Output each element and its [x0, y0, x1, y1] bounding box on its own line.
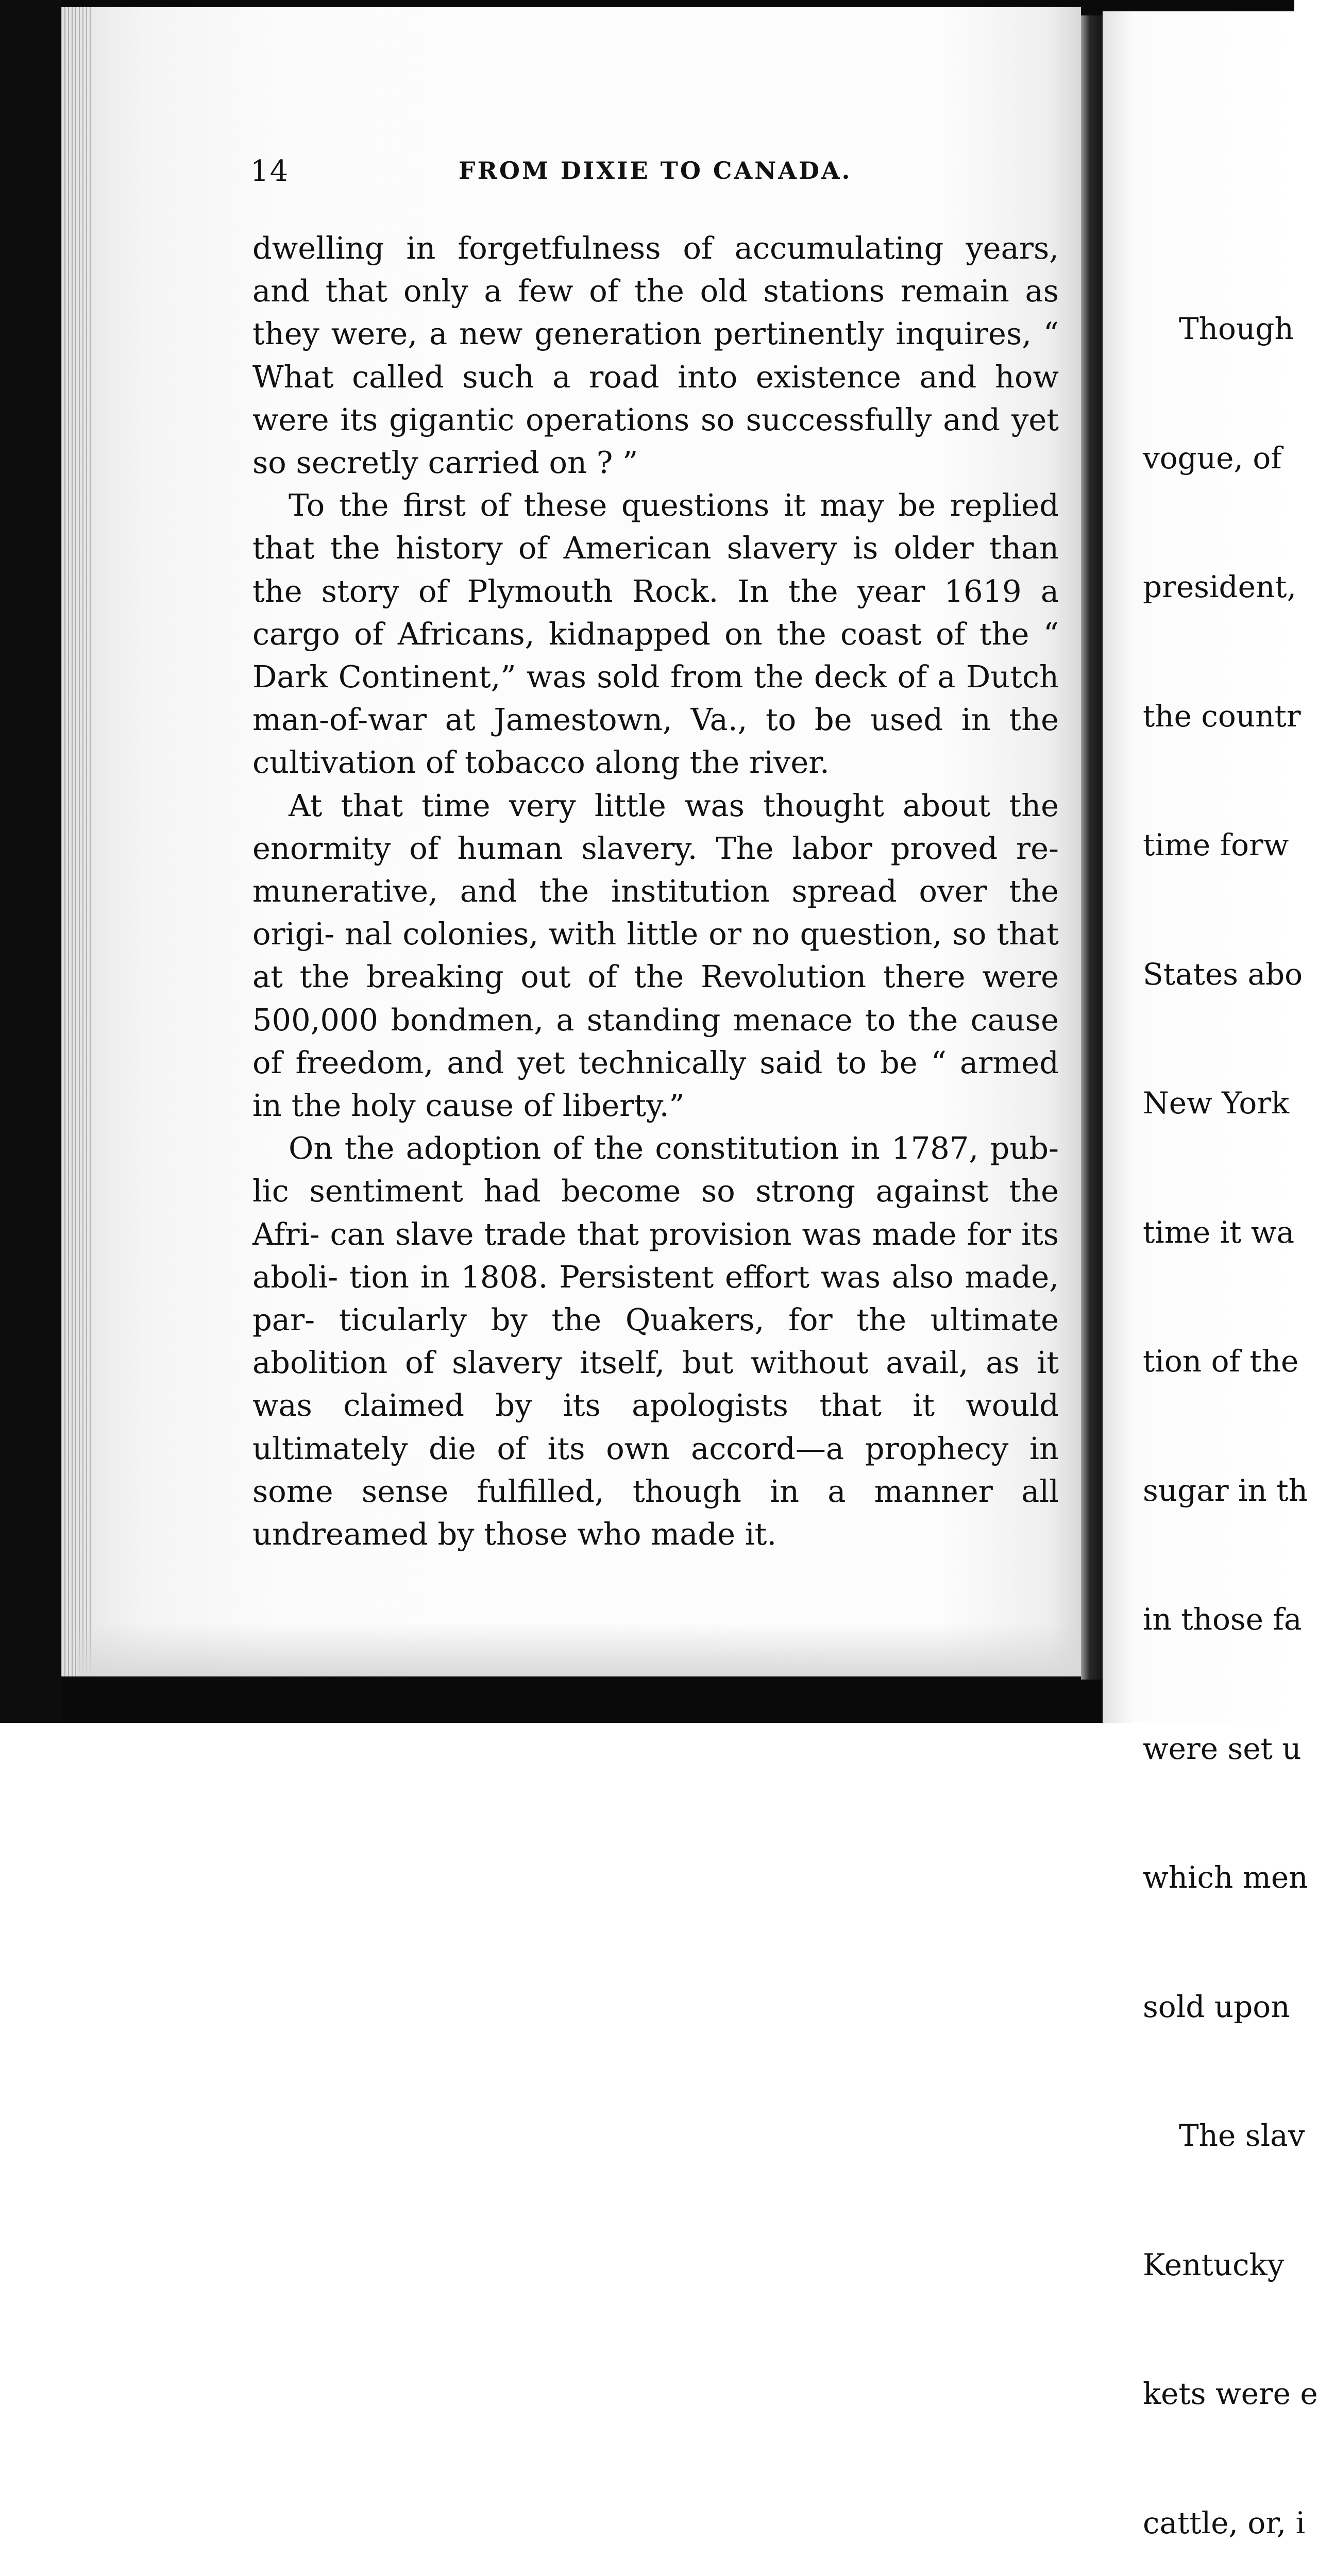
right-line: Though [1179, 311, 1294, 346]
page-number: 14 [250, 155, 290, 188]
right-line: The slav [1179, 2118, 1305, 2153]
right-line: in those fa [1143, 1602, 1302, 1637]
right-line: tion of the [1143, 1344, 1299, 1379]
right-line: Kentucky [1143, 2247, 1285, 2282]
right-line: time forw [1143, 827, 1289, 862]
paragraph-1: dwelling in forgetfulness of accumulating years, and that only a few of the old stations remain as they were, a new generation pertinently inquires, “ What called such a road into existence and how were its gigantic operations so successfully and yet so secretly carried on ? ” [252, 230, 1059, 481]
right-line: vogue, of [1143, 440, 1282, 476]
running-title: FROM DIXIE TO CANADA. [459, 157, 852, 184]
right-line: president, [1143, 569, 1297, 604]
right-line: were set u [1143, 1731, 1302, 1766]
right-line: sold upon [1143, 1989, 1290, 2024]
right-page-body [1143, 222, 1318, 2576]
book-gutter [1081, 15, 1103, 1680]
paragraph-2: To the first of these questions it may be replied that the history of American slavery is older than the story of Plymouth Rock. In the year 1619 a cargo of Africans, kidnapped on the coast of the “ Dark Continent,” was sold from the deck of a Dutch man-of-war at Jamestown, Va., to be used in the cultivation of tobacco along the river. [252, 487, 1059, 781]
page-edges [61, 7, 92, 1676]
bottom-shadow [77, 1623, 1077, 1676]
right-line: cattle, or, i [1143, 2505, 1306, 2540]
paragraph-4: On the adoption of the constitution in 1787, pub- lic sentiment had become so strong against the Afri- can slave trade that provision was made for its aboli- tion in 1808. Persistent effort was also made, par- ticularly by the Quakers, for the ultimate abolition of slavery itself, but without avail, as it was claimed by its apologists that it would ultimately die of its own accord—a prophecy in some sense fulfilled, though in a manner all undreamed by those who made it. [252, 1130, 1059, 1552]
right-line: New York [1143, 1086, 1290, 1121]
paragraph-3: At that time very little was thought about the enormity of human slavery. The labor proved re- munerative, and the institution spread over the origi- nal colonies, with little or no question, so that at the breaking out of the Revolution there were 500,000 bondmen, a standing menace to the cause of freedom, and yet technically said to be “ armed in the holy cause of liberty.” [252, 787, 1059, 1124]
right-line: which men [1143, 1860, 1308, 1895]
left-page-body [252, 227, 1059, 1555]
page-header [250, 155, 1059, 196]
right-line: the countr [1143, 698, 1301, 734]
right-line: sugar in th [1143, 1472, 1308, 1508]
right-line: States abo [1143, 956, 1303, 992]
right-line: time it wa [1143, 1214, 1295, 1250]
left-scan-border [0, 0, 61, 1723]
right-line: kets were e [1143, 2376, 1318, 2411]
